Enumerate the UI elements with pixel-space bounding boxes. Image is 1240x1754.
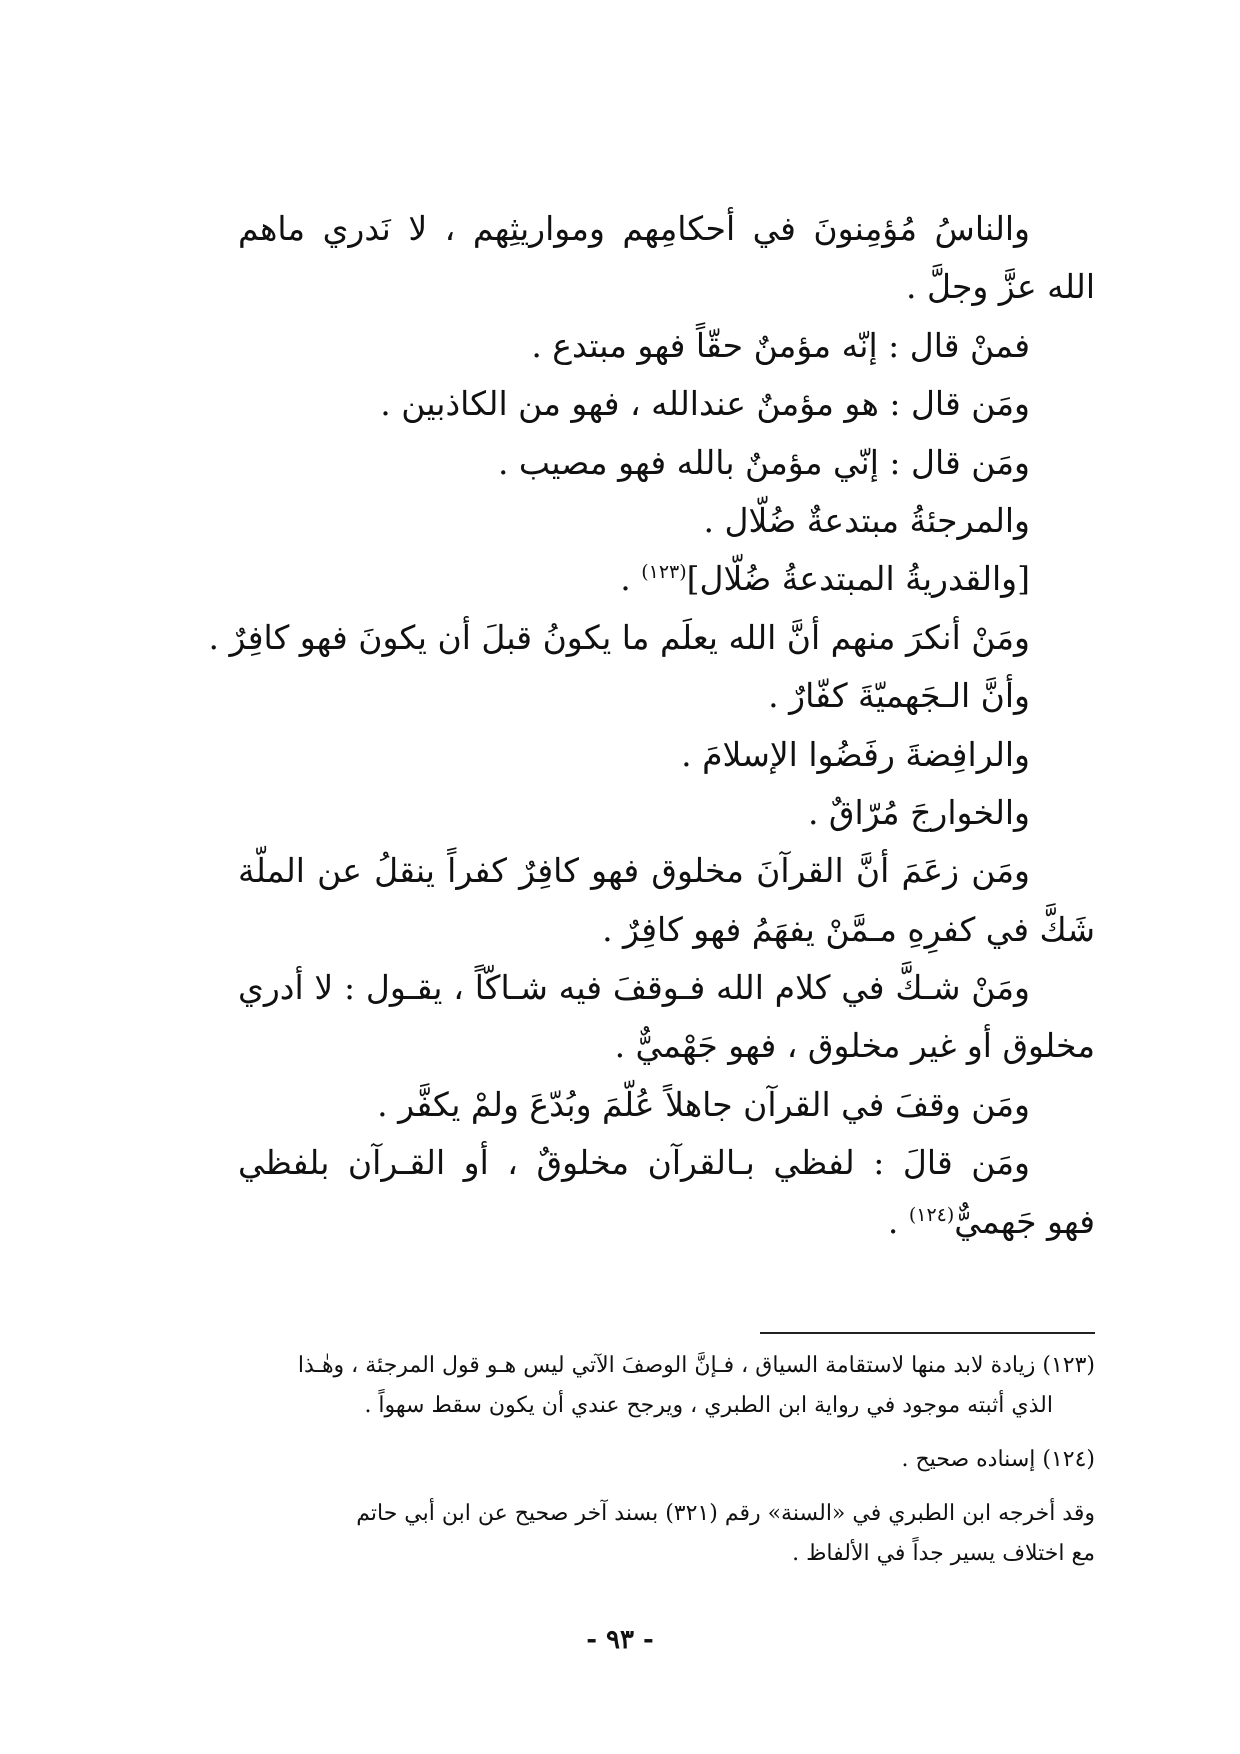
- text-line: ومَن قال : إنّي مؤمنٌ بالله فهو مصيب .: [497, 442, 1030, 482]
- closing-phrase: فهو جَهميٌّ: [954, 1201, 1095, 1241]
- footnotes: [238, 1346, 1095, 1574]
- text-line: والخوارجَ مُرّاقٌ .: [807, 792, 1030, 832]
- main-text: [208, 200, 1095, 1251]
- footnote-line: (١٢٤) إسناده صحيح .: [901, 1447, 1095, 1472]
- footnote-reference: (١٢٤): [908, 1203, 955, 1226]
- footnote-line: مع اختلاف يسير جداً في الألفاظ .: [792, 1541, 1095, 1566]
- page-number: - ٩٣ -: [586, 1625, 654, 1655]
- text-line: ومَن قالَ : لفظي بـالقرآن مخلوقٌ ، أو القـرآن بلفظي: [238, 1143, 1030, 1183]
- text-line: والناسُ مُؤمِنونَ في أحكامِهم ومواريثِهم ، لا نَدري ماهم: [238, 209, 1030, 248]
- sentence-period: .: [887, 1201, 899, 1241]
- text-line: ومَنْ أنكرَ منهم أنَّ الله يعلَم ما يكونُ قبلَ أن يكونَ فهو كافِرٌ .: [208, 617, 1030, 657]
- text-line: فمنْ قال : إنّه مؤمنٌ حقّاً فهو مبتدع .: [531, 325, 1030, 365]
- bracketed-phrase: [والقدريةُ المبتدعةُ ضُلّال]: [686, 559, 1030, 599]
- text-line: والرافِضةَ رفَضُوا الإسلامَ .: [681, 734, 1030, 774]
- text-line: الله عزَّ وجلَّ .: [905, 267, 1095, 307]
- text-line: [238, 550, 1095, 608]
- text-line: [238, 1193, 1095, 1251]
- sentence-period: .: [620, 559, 631, 599]
- text-line: ومَن زعَمَ أنَّ القرآنَ مخلوق فهو كافِرٌ كفراً ينقلُ عن الملّة: [238, 851, 1030, 891]
- text-line: والمرجئةُ مبتدعةٌ ضُلّال .: [703, 500, 1030, 540]
- text-line: شَكَّ في كفرِهِ مـمَّنْ يفهَمُ فهو كافِرٌ .: [602, 909, 1095, 949]
- text-line: ومَنْ شـكَّ في كلام الله فـوقفَ فيه شـاكّاً ، يقـول : لا أدري: [238, 968, 1030, 1008]
- footnote-divider: [760, 1332, 1095, 1334]
- text-line: وأنَّ الـجَهميّةَ كفّارٌ .: [768, 676, 1030, 716]
- footnote-reference: (١٢٣): [641, 561, 687, 584]
- text-line: مخلوق أو غير مخلوق ، فهو جَهْميٌّ .: [614, 1026, 1095, 1066]
- footnote-line: (١٢٣) زيادة لابد منها لاستقامة السياق ، فـإنَّ الوصفَ الآتي ليس هـو قول المرجئة ، وهٰـذا: [297, 1353, 1095, 1378]
- text-line: ومَن قال : هو مؤمنٌ عندالله ، فهو من الكاذبين .: [380, 384, 1030, 424]
- footnote-line: وقد أخرجه ابن الطبري في «السنة» رقم (٣٢١) بسند آخر صحيح عن ابن أبي حاتم: [356, 1501, 1095, 1526]
- text-line: ومَن وقفَ في القرآن جاهلاً عُلّمَ وبُدّعَ ولمْ يكفَّر .: [377, 1084, 1030, 1124]
- footnote-line: الذي أثبته موجود في رواية ابن الطبري ، ويرجح عندي أن يكون سقط سهواً .: [364, 1393, 1053, 1418]
